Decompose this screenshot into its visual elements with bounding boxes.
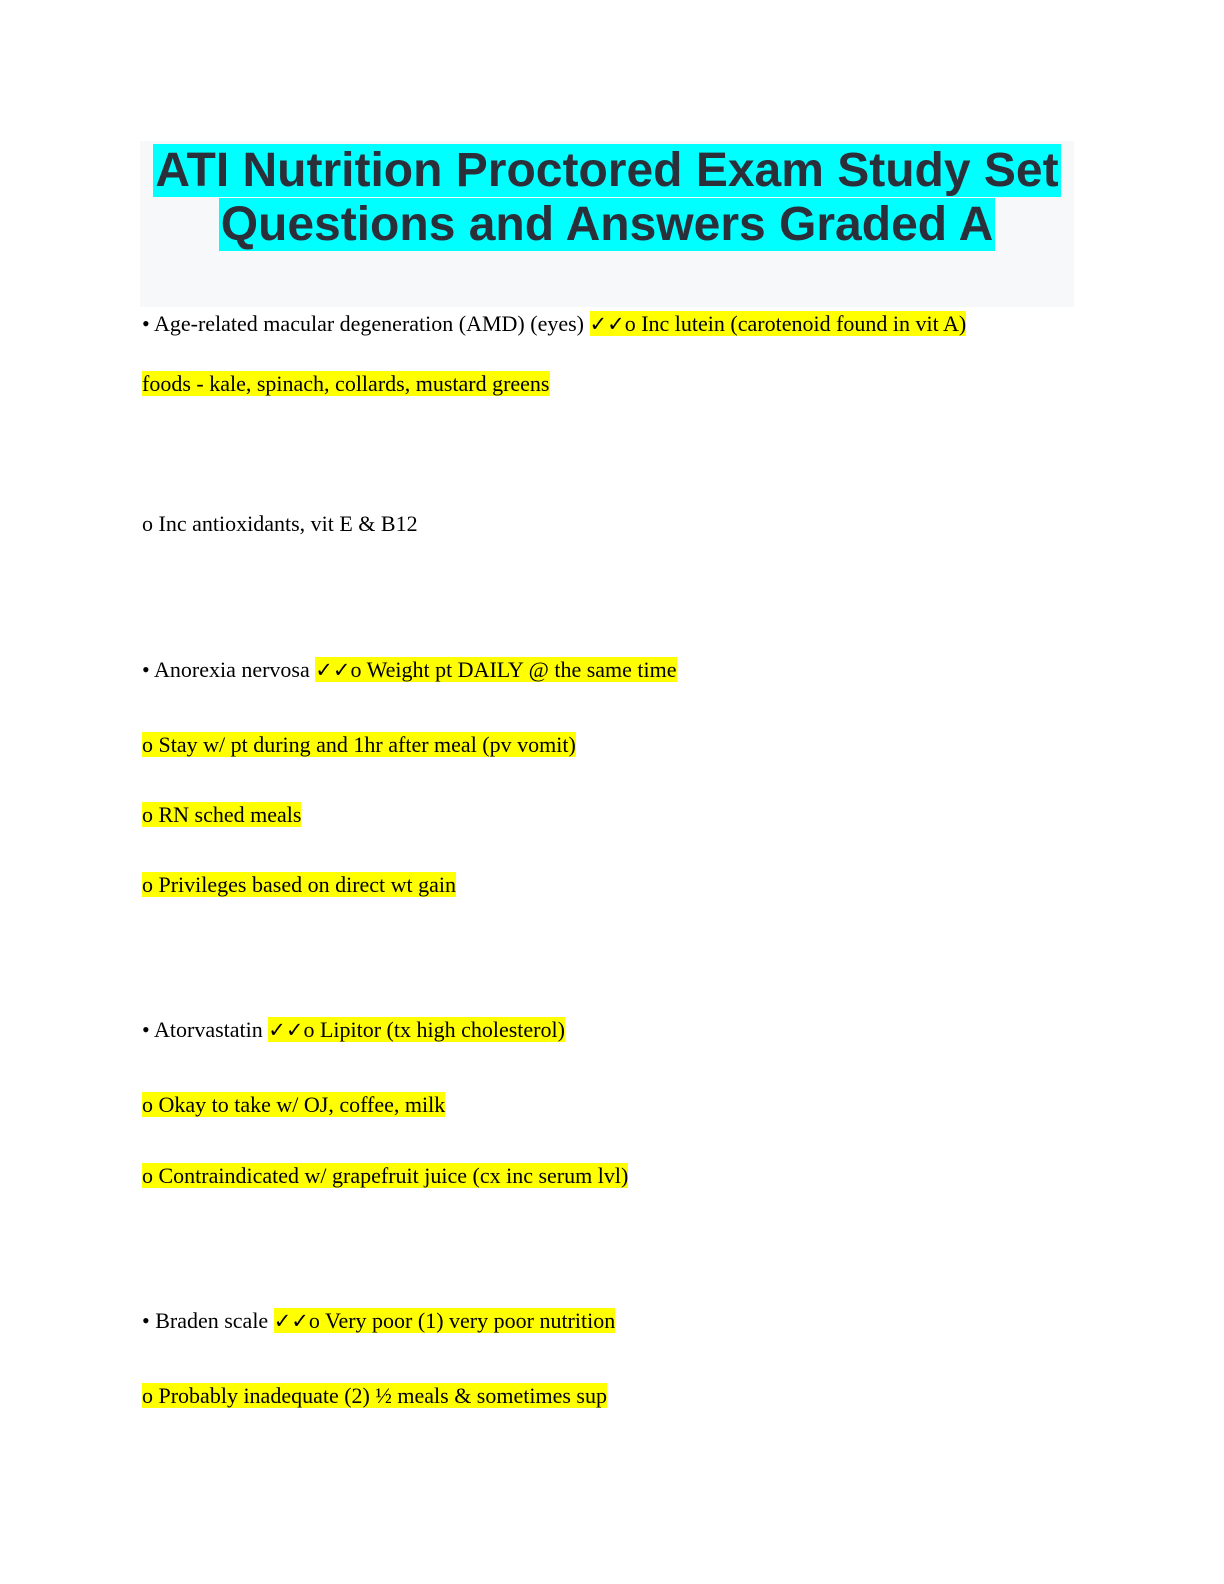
answer-atorvastatin-2: o Okay to take w/ OJ, coffee, milk xyxy=(142,1092,446,1117)
title-block xyxy=(140,141,1074,307)
check-mark-icon: ✓✓ xyxy=(273,1309,309,1333)
check-mark-icon: ✓✓ xyxy=(315,658,351,682)
term-atorvastatin: • Atorvastatin xyxy=(142,1017,269,1042)
answer-amd-2: o Inc antioxidants, vit E & B12 xyxy=(142,511,418,536)
title-line-2: Questions and Answers Graded A xyxy=(220,198,994,251)
term-braden: • Braden scale xyxy=(142,1308,274,1333)
answer-amd-1: ✓✓o Inc lutein (carotenoid found in vit A) xyxy=(589,311,967,336)
answer-atorvastatin-3: o Contraindicated w/ grapefruit juice (cx inc serum lvl) xyxy=(142,1163,629,1188)
item-anorexia xyxy=(142,653,677,687)
term-amd: • Age-related macular degeneration (AMD) (eyes) xyxy=(142,311,590,336)
term-anorexia: • Anorexia nervosa xyxy=(142,657,316,682)
check-mark-icon: ✓✓ xyxy=(589,312,625,336)
item-atorvastatin xyxy=(142,1013,565,1047)
title-line-1: ATI Nutrition Proctored Exam Study Set xyxy=(155,144,1059,197)
answer-anorexia-2: o Stay w/ pt during and 1hr after meal (pv vomit) xyxy=(142,732,576,757)
answer-braden-1: ✓✓o Very poor (1) very poor nutrition xyxy=(273,1308,616,1333)
answer-anorexia-4: o Privileges based on direct wt gain xyxy=(142,872,457,897)
answer-amd-1-continued: foods - kale, spinach, collards, mustard greens xyxy=(142,371,550,396)
check-mark-icon: ✓✓ xyxy=(268,1018,304,1042)
answer-atorvastatin-1: ✓✓o Lipitor (tx high cholesterol) xyxy=(268,1017,565,1042)
answer-anorexia-3: o RN sched meals xyxy=(142,802,302,827)
answer-braden-2: o Probably inadequate (2) ½ meals & sometimes sup xyxy=(142,1383,607,1408)
item-amd xyxy=(142,307,966,341)
answer-anorexia-1: ✓✓o Weight pt DAILY @ the same time xyxy=(315,657,677,682)
item-braden xyxy=(142,1304,615,1338)
